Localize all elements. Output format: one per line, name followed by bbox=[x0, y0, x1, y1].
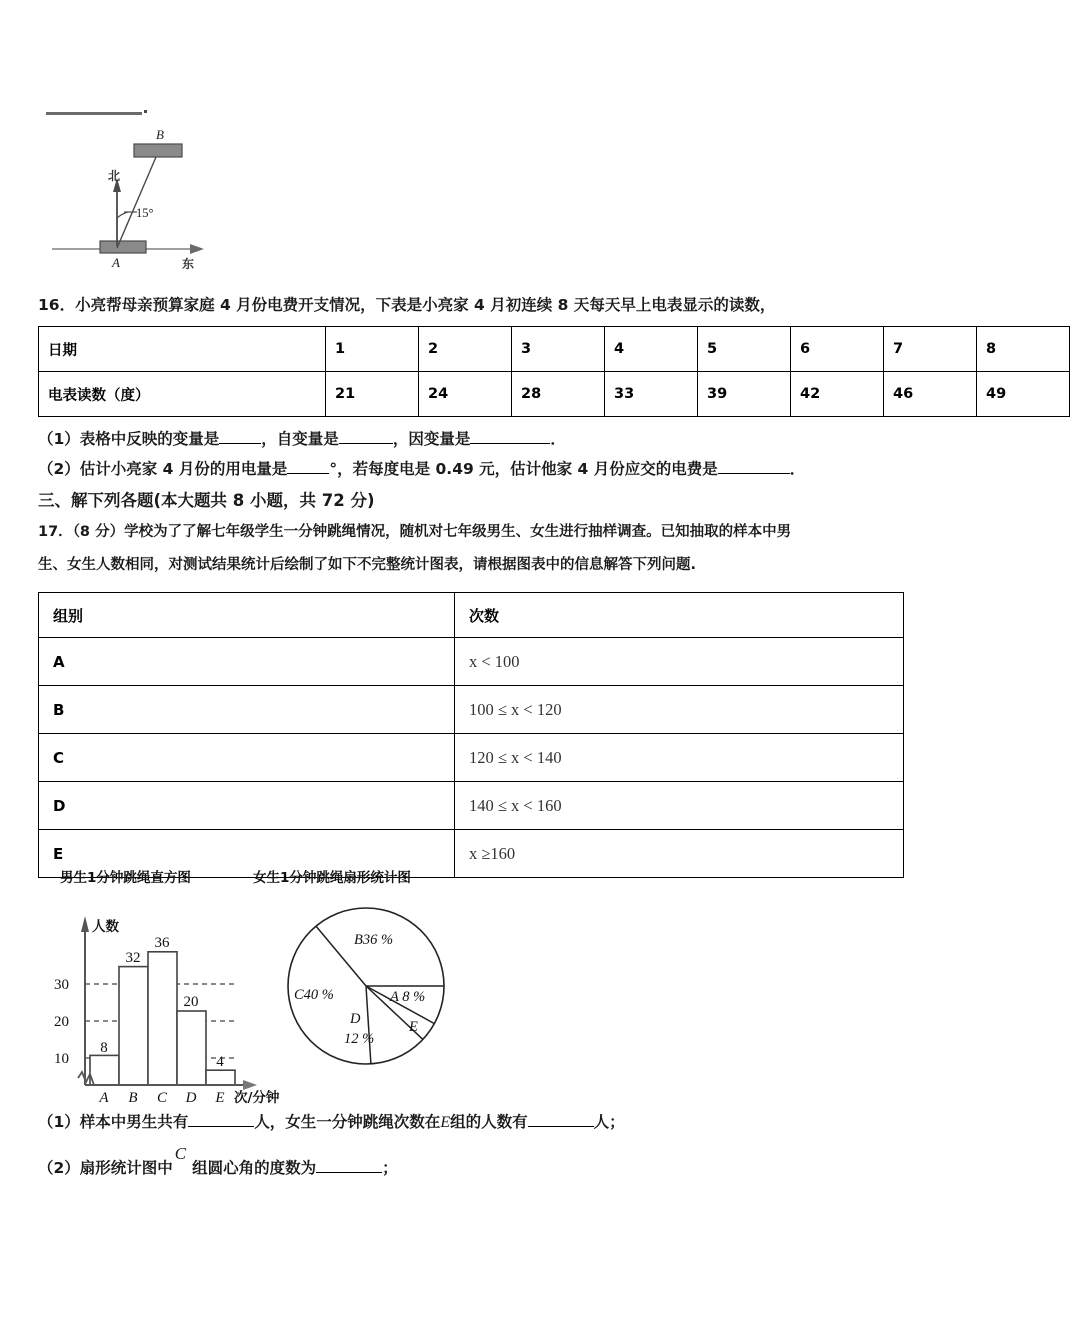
reading-cell: 42 bbox=[791, 372, 884, 417]
q16-sub2-period: ． bbox=[789, 460, 806, 478]
statistics-charts bbox=[38, 866, 508, 1106]
bearing-diagram bbox=[52, 122, 222, 270]
q17-sub1-group-var: E bbox=[440, 1114, 451, 1131]
q17-sub2-part-c: ； bbox=[382, 1159, 398, 1177]
reading-cell: 24 bbox=[419, 372, 512, 417]
reading-cell: 33 bbox=[605, 372, 698, 417]
period-mark bbox=[144, 110, 147, 113]
label-north: 北 bbox=[108, 169, 121, 183]
range-cell: x ≥160 bbox=[455, 830, 904, 878]
q17-sub2 bbox=[38, 1144, 398, 1179]
q17-sub1-part-b: 人，女生一分钟跳绳次数在 bbox=[254, 1113, 441, 1131]
reading-cell: 46 bbox=[884, 372, 977, 417]
date-cell: 7 bbox=[884, 327, 977, 372]
reading-cell: 39 bbox=[698, 372, 791, 417]
table-row bbox=[39, 734, 904, 782]
answer-blank[interactable] bbox=[188, 1111, 254, 1127]
label-B: B bbox=[156, 127, 164, 142]
bar-A bbox=[90, 1055, 119, 1085]
x-tick-label: A bbox=[99, 1090, 109, 1106]
q16-stem-text: 小亮帮母亲预算家庭 4 月份电费开支情况，下表是小亮家 4 月初连续 8 天每天早上电表显示的读数， bbox=[75, 296, 776, 314]
bar-value-label: 20 bbox=[183, 994, 199, 1010]
range-cell: x < 100 bbox=[455, 638, 904, 686]
date-cell: 6 bbox=[791, 327, 884, 372]
date-cell: 5 bbox=[698, 327, 791, 372]
q16-sub2 bbox=[38, 458, 805, 480]
pie-chart-title: 女生1分钟跳绳扇形统计图 bbox=[253, 870, 411, 886]
x-tick-label: E bbox=[215, 1090, 225, 1106]
bar-value-label: 32 bbox=[125, 950, 141, 966]
reading-cell: 49 bbox=[977, 372, 1070, 417]
group-cell: C bbox=[39, 734, 455, 782]
bar-value-label: 4 bbox=[216, 1054, 224, 1070]
q17-stem-text-1: （8 分）学校为了了解七年级学生一分钟跳绳情况，随机对七年级男生、女生进行抽样调查。已知抽取的样本中男 bbox=[72, 524, 792, 540]
q16-sub1-period: ． bbox=[550, 430, 566, 448]
range-cell: 140 ≤ x < 160 bbox=[455, 782, 904, 830]
q17-sub1 bbox=[38, 1111, 625, 1134]
group-cell: E bbox=[39, 830, 455, 878]
label-angle-15: 15° bbox=[136, 206, 154, 220]
y-axis-title: 人数 bbox=[92, 919, 119, 935]
date-cell: 1 bbox=[326, 327, 419, 372]
col-header-group: 组别 bbox=[39, 593, 455, 638]
q16-sub1-part-b: ，自变量是 bbox=[261, 430, 339, 448]
group-cell: A bbox=[39, 638, 455, 686]
q17-stem-line2: 生、女生人数相同，对测试结果统计后绘制了如下不完整统计图表，请根据图表中的信息解答下列问题. bbox=[38, 557, 697, 573]
row-label-date: 日期 bbox=[39, 327, 326, 372]
pie-label-B: B36 % bbox=[354, 932, 394, 948]
date-cell: 4 bbox=[605, 327, 698, 372]
reading-cell: 28 bbox=[512, 372, 605, 417]
answer-blank[interactable] bbox=[316, 1157, 382, 1173]
q17-sub2-group-var: C bbox=[174, 1144, 187, 1163]
answer-blank[interactable] bbox=[470, 428, 550, 444]
q16-number: 16． bbox=[38, 296, 76, 314]
answer-blank-line bbox=[46, 112, 142, 115]
q16-sub2-part-b: °，若每度电是 0.49 元，估计他家 4 月份应交的电费是 bbox=[329, 460, 718, 478]
bar-E bbox=[206, 1070, 235, 1085]
table-row bbox=[39, 782, 904, 830]
range-cell: 100 ≤ x < 120 bbox=[455, 686, 904, 734]
section-3-heading: 三、解下列各题(本大题共 8 小题，共 72 分) bbox=[38, 491, 375, 510]
bar-C bbox=[148, 952, 177, 1085]
q16-sub1-part-a: （1）表格中反映的变量是 bbox=[38, 430, 220, 448]
row-label-reading: 电表读数（度） bbox=[39, 372, 326, 417]
answer-blank[interactable] bbox=[528, 1111, 594, 1127]
meter-reading-table bbox=[38, 326, 1070, 417]
q17-sub2-part-b: 组圆心角的度数为 bbox=[192, 1159, 317, 1177]
answer-blank[interactable] bbox=[339, 428, 393, 444]
bar-chart-title: 男生1分钟跳绳直方图 bbox=[60, 870, 191, 886]
bar-value-label: 8 bbox=[100, 1040, 108, 1056]
answer-blank[interactable] bbox=[219, 428, 261, 444]
label-A: A bbox=[112, 255, 120, 270]
pie-label-A: A 8 % bbox=[390, 989, 426, 1005]
table-row bbox=[39, 327, 1070, 372]
group-cell: B bbox=[39, 686, 455, 734]
table-row bbox=[39, 686, 904, 734]
q16-sub1-part-c: ，因变量是 bbox=[392, 430, 471, 448]
pie-label-D: D bbox=[350, 1011, 361, 1027]
q17-stem-line1 bbox=[38, 521, 791, 543]
pie-label-D-pct: 12 % bbox=[344, 1031, 375, 1047]
table-row bbox=[39, 638, 904, 686]
reading-cell: 21 bbox=[326, 372, 419, 417]
x-tick-label: B bbox=[128, 1090, 138, 1106]
y-tick-label: 20 bbox=[54, 1014, 69, 1030]
range-cell: 120 ≤ x < 140 bbox=[455, 734, 904, 782]
male-jumprope-histogram bbox=[38, 886, 288, 1106]
date-cell: 8 bbox=[977, 327, 1070, 372]
q17-sub1-part-a: （1）样本中男生共有 bbox=[38, 1113, 189, 1131]
x-tick-label: D bbox=[185, 1090, 197, 1106]
q16-sub1 bbox=[38, 428, 566, 450]
pie-label-C: C40 % bbox=[294, 987, 334, 1003]
pie-label-E: E bbox=[409, 1019, 418, 1035]
group-cell: D bbox=[39, 782, 455, 830]
answer-blank[interactable] bbox=[718, 458, 790, 474]
x-axis-title: 次/分钟 bbox=[234, 1090, 280, 1106]
jump-rope-group-table bbox=[38, 592, 904, 878]
q16-stem bbox=[38, 294, 775, 316]
table-row bbox=[39, 372, 1070, 417]
q17-number: 17． bbox=[38, 524, 73, 540]
bar-D bbox=[177, 1011, 206, 1085]
answer-blank[interactable] bbox=[287, 458, 329, 474]
bar-B bbox=[119, 967, 148, 1085]
label-east: 东 bbox=[182, 257, 195, 271]
col-header-count: 次数 bbox=[455, 593, 904, 638]
date-cell: 2 bbox=[419, 327, 512, 372]
bar-value-label: 36 bbox=[154, 935, 170, 951]
y-tick-label: 30 bbox=[54, 977, 69, 993]
q16-sub2-part-a: （2）估计小亮家 4 月份的用电量是 bbox=[38, 460, 288, 478]
q17-sub1-part-c: 组的人数有 bbox=[450, 1113, 528, 1131]
table-header-row bbox=[39, 593, 904, 638]
q17-sub1-part-d: 人； bbox=[593, 1113, 625, 1131]
x-tick-label: C bbox=[156, 1090, 168, 1106]
q17-sub2-part-a: （2）扇形统计图中 bbox=[38, 1159, 173, 1177]
female-jumprope-pie-chart bbox=[266, 886, 476, 1096]
y-tick-label: 10 bbox=[54, 1051, 69, 1067]
date-cell: 3 bbox=[512, 327, 605, 372]
